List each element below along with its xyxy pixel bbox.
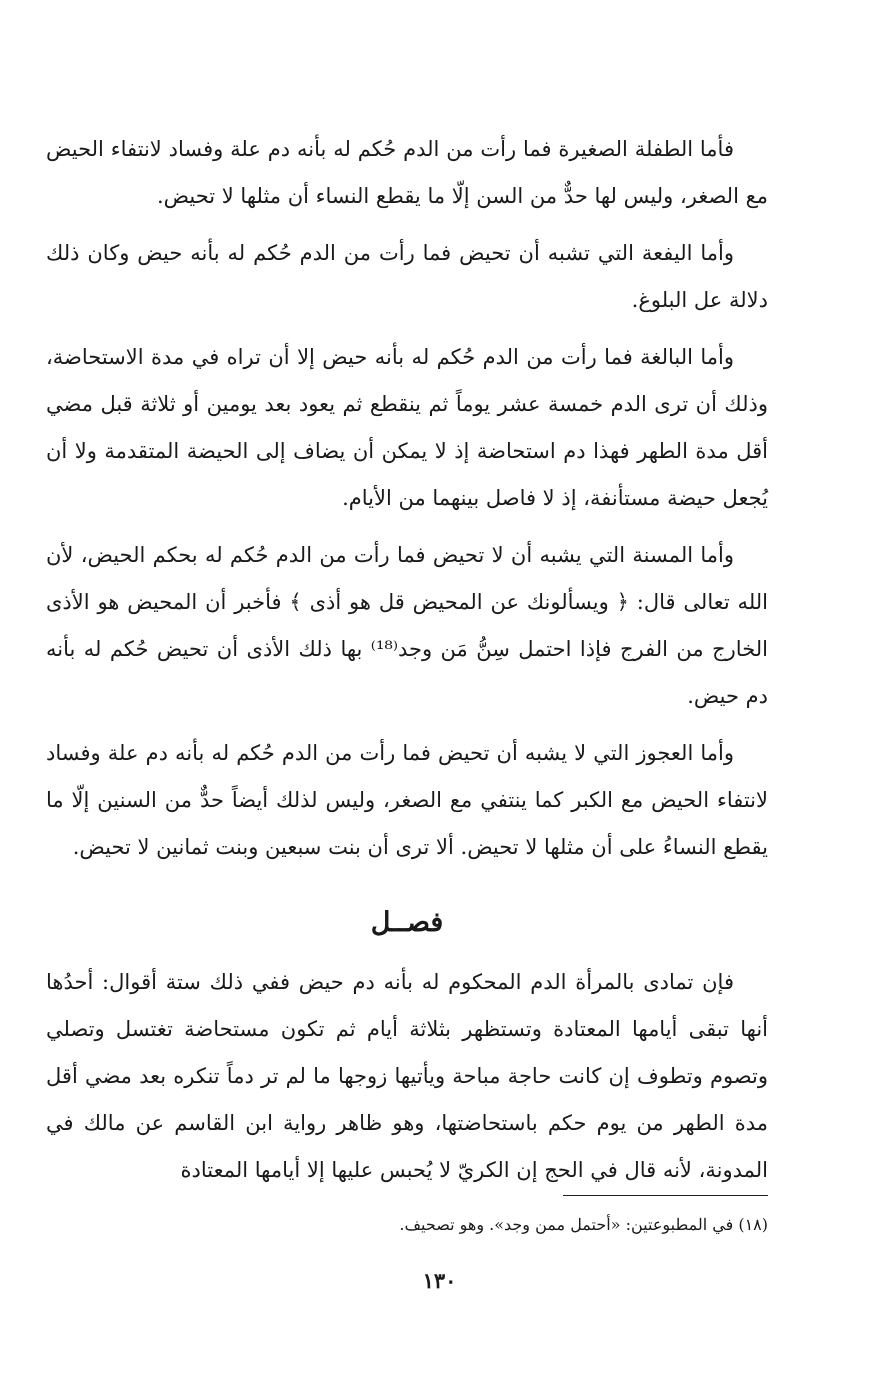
paragraph-text: وأما المسنة التي يشبه أن لا تحيض فما رأت من الدم حُكم له بحكم الحيض، لأن الله تعالى قال: ﴿ ويسألونك عن المحيض قل هو أذى ﴾ فأخبر أن المحيض هو الأذى الخارج من الفرج فإذا احتمل سِنُّ مَن وجد⁽¹⁸⁾ بها ذلك الأذى أن تحيض حُكم له بأنه دم حيض. xyxy=(46,543,768,708)
paragraph-text: وأما البالغة فما رأت من الدم حُكم له بأنه حيض إلا أن تراه في مدة الاستحاضة، وذلك أن ترى الدم خمسة عشر يوماً ثم ينقطع ثم يعود بعد يومين أو ثلاثة قبل مضي أقل مدة الطهر فهذا دم استحاضة إذ لا يمكن أن يضاف إلى الحيضة المتقدمة ولا أن يُجعل حيضة مستأنفة، إذ لا فاصل بينهما من الأيام. xyxy=(46,345,768,510)
footnote: (١٨) في المطبوعتين: «أحتمل ممن وجد». وهو تصحيف. xyxy=(399,1215,768,1234)
paragraph-old-woman xyxy=(46,730,768,871)
paragraph-text: وأما العجوز التي لا يشبه أن تحيض فما رأت من الدم حُكم له بأنه دم علة وفساد لانتفاء الحيض مع الكبر كما ينتفي مع الصغر، وليس لذلك أيضاً حدٌّ من السنين إلّا ما يقطع النساءُ على أن مثلها لا تحيض. ألا ترى أن بنت سبعين وبنت ثمانين لا تحيض. xyxy=(46,741,768,859)
paragraph-text: فإن تمادى بالمرأة الدم المحكوم له بأنه دم حيض ففي ذلك ستة أقوال: أحدُها أنها تبقى أيامها المعتادة وتستظهر بثلاثة أيام ثم تكون مستحاضة تغتسل وتصلي وتصوم وتطوف إن كانت حاجة مباحة ويأتيها زوجها ما لم تر دماً تنكره بعد مضي أقل مدة الطهر من يوم حكم باستحاضتها، وهو ظاهر رواية ابن القاسم عن مالك في المدونة، لأنه قال في الحج إن الكريّ لا يُحبس عليها إلا أيامها المعتادة xyxy=(46,970,768,1182)
section-heading: فصــل xyxy=(370,907,444,938)
paragraph-elderly xyxy=(46,532,768,720)
paragraph-young-girl xyxy=(46,126,768,220)
paragraph-section xyxy=(46,959,768,1194)
footnote-divider xyxy=(563,1195,768,1196)
paragraph-adolescent xyxy=(46,230,768,324)
paragraph-adult xyxy=(46,334,768,522)
paragraph-text: وأما اليفعة التي تشبه أن تحيض فما رأت من الدم حُكم له بأنه حيض وكان ذلك دلالة عل البلوغ. xyxy=(46,241,768,312)
page-number: ١٣٠ xyxy=(422,1268,457,1293)
page-body xyxy=(46,126,768,1204)
paragraph-text: فأما الطفلة الصغيرة فما رأت من الدم حُكم له بأنه دم علة وفساد لانتفاء الحيض مع الصغر، وليس لها حدٌّ من السن إلّا ما يقطع النساء أن مثلها لا تحيض. xyxy=(46,137,768,208)
